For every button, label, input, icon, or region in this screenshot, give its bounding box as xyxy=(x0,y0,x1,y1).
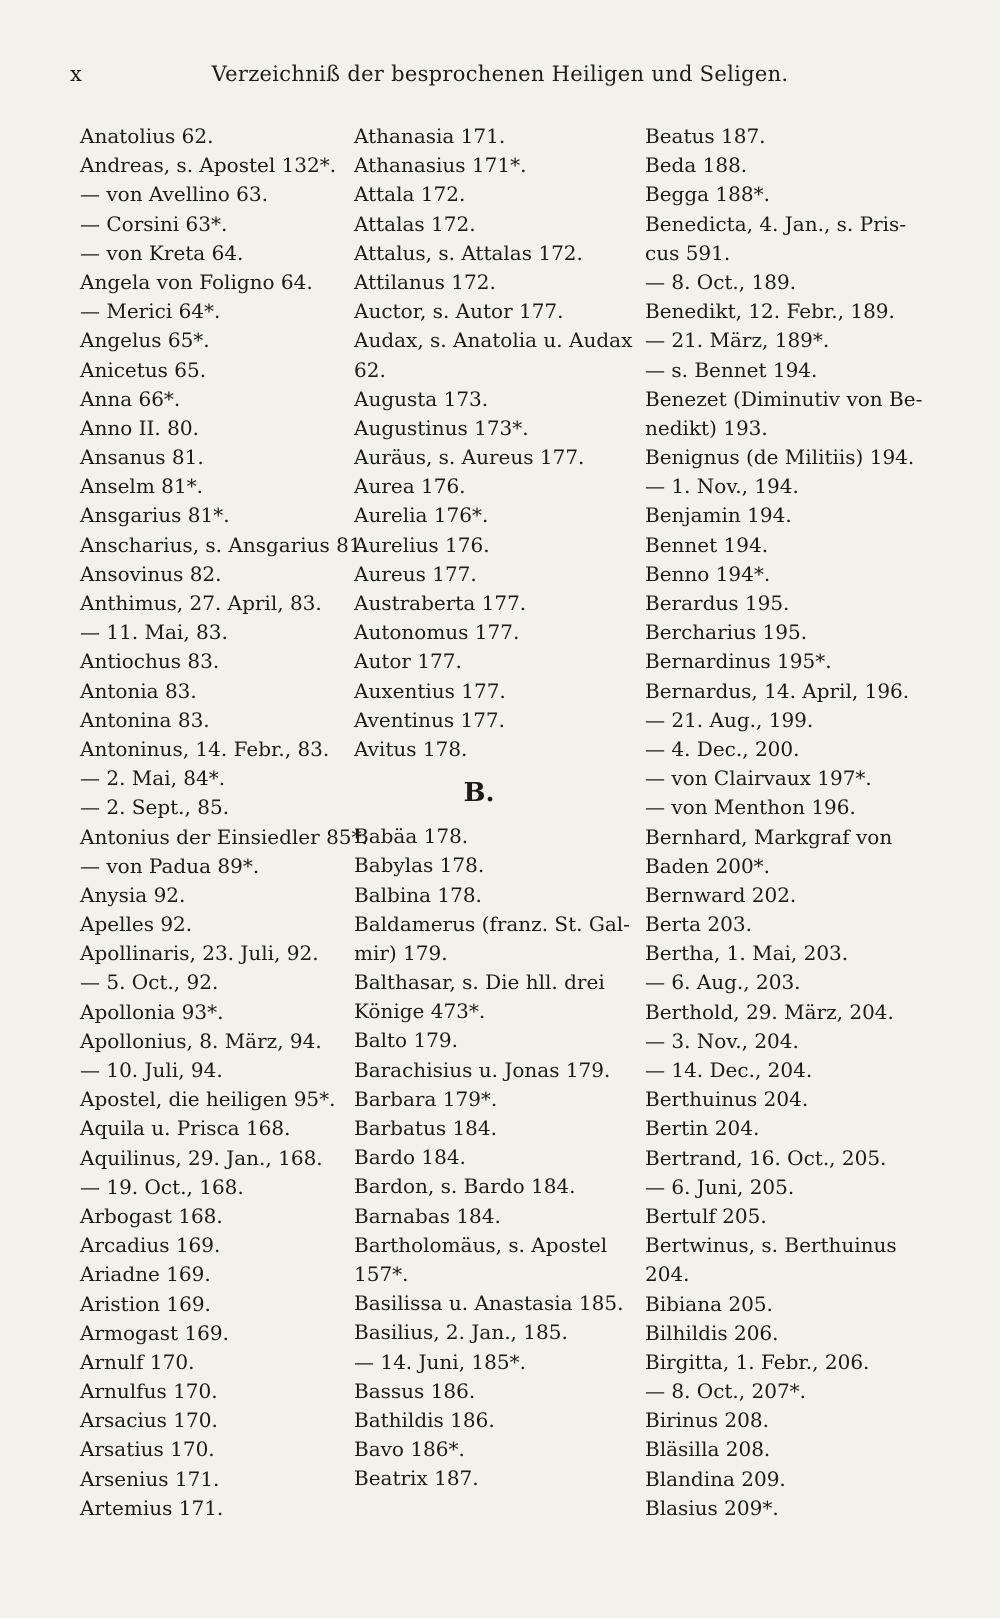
index-entry: Bathildis 186. xyxy=(354,1407,495,1432)
index-entry: Anno II. 80. xyxy=(80,415,199,440)
index-entry: Aquilinus, 29. Jan., 168. xyxy=(80,1145,323,1170)
index-entry: Arcadius 169. xyxy=(80,1233,221,1258)
index-entry: Berardus 195. xyxy=(645,591,790,615)
index-entry: Benignus (de Militiis) 194. xyxy=(645,445,915,470)
index-entry: Bavo 186*. xyxy=(354,1437,465,1462)
index-entry: Aurelia 176*. xyxy=(354,503,489,528)
index-entry: Aureus 177. xyxy=(354,561,477,586)
index-entry: Bertwinus, s. Berthuinus xyxy=(645,1233,897,1258)
index-entry: Basilissa u. Anastasia 185. xyxy=(354,1291,624,1316)
index-entry: — von Padua 89*. xyxy=(80,853,260,878)
index-entry: Arsacius 170. xyxy=(80,1408,218,1433)
index-entry: Balto 179. xyxy=(354,1028,458,1053)
index-entry: Apollonius, 8. März, 94. xyxy=(80,1028,322,1053)
index-entry: Autor 177. xyxy=(354,649,462,674)
index-entry: — 21. Aug., 199. xyxy=(645,707,814,732)
index-entry: — 4. Dec., 200. xyxy=(645,736,800,761)
index-entry: Anthimus, 27. April, 83. xyxy=(80,591,322,615)
index-entry: Begga 188*. xyxy=(645,182,770,207)
index-entry: Bartholomäus, s. Apostel xyxy=(354,1232,608,1257)
index-entry: Basilius, 2. Jan., 185. xyxy=(354,1320,568,1345)
index-entry: Arsenius 171. xyxy=(80,1466,220,1491)
index-entry: — 14. Dec., 204. xyxy=(645,1058,813,1082)
index-entry: — 6. Juni, 205. xyxy=(645,1174,795,1199)
index-entry: Austraberta 177. xyxy=(354,591,527,615)
index-entry: Anselm 81*. xyxy=(80,474,203,499)
index-entry: Arbogast 168. xyxy=(80,1203,223,1228)
index-entry: Beatrix 187. xyxy=(354,1466,479,1491)
index-entry: Aurelius 176. xyxy=(354,532,490,557)
index-entry: Barnabas 184. xyxy=(354,1203,501,1228)
index-entry: Apollinaris, 23. Juli, 92. xyxy=(80,941,319,966)
index-entry: Auctor, s. Autor 177. xyxy=(354,299,564,324)
index-entry: Angelus 65*. xyxy=(80,328,210,353)
index-entry: Babäa 178. xyxy=(354,824,469,849)
index-entry: Athanasius 171*. xyxy=(354,153,527,178)
index-entry: Ansanus 81. xyxy=(80,445,204,470)
index-entry: Anscharius, s. Ansgarius 81. xyxy=(80,532,368,557)
index-entry: — von Kreta 64. xyxy=(80,240,244,265)
index-entry: Bläsilla 208. xyxy=(645,1437,771,1462)
index-entry: Bennet 194. xyxy=(645,532,769,557)
index-entry: Berta 203. xyxy=(645,912,752,937)
index-entry: Bertha, 1. Mai, 203. xyxy=(645,941,849,966)
index-entry: Bardon, s. Bardo 184. xyxy=(354,1174,576,1199)
index-entry: Benedicta, 4. Jan., s. Pris- xyxy=(645,211,907,236)
index-entry: Bertulf 205. xyxy=(645,1203,767,1228)
index-entry: Andreas, s. Apostel 132*. xyxy=(80,153,337,178)
index-entry: Antonia 83. xyxy=(80,678,197,703)
index-entry: cus 591. xyxy=(645,240,731,265)
index-entry: — Corsini 63*. xyxy=(80,211,228,236)
index-entry: — 10. Juli, 94. xyxy=(80,1058,223,1082)
index-entry: — 2. Mai, 84*. xyxy=(80,766,226,791)
index-entry: Baden 200*. xyxy=(645,853,771,878)
index-entry: Babylas 178. xyxy=(354,853,485,878)
index-entry: Apelles 92. xyxy=(80,912,193,937)
index-entry: Anna 66*. xyxy=(80,386,181,411)
index-entry: Bardo 184. xyxy=(354,1145,466,1170)
index-column-1 xyxy=(80,122,370,1523)
index-entry: Auräus, s. Aureus 177. xyxy=(354,445,585,470)
index-entry: Berthold, 29. März, 204. xyxy=(645,999,894,1024)
index-entry: Armogast 169. xyxy=(80,1320,229,1345)
index-entry: 62. xyxy=(354,357,386,382)
index-entry: Apollonia 93*. xyxy=(80,999,224,1024)
index-entry: Antiochus 83. xyxy=(80,649,220,674)
index-entry: — 11. Mai, 83. xyxy=(80,620,228,645)
index-entry: Autonomus 177. xyxy=(354,620,520,645)
index-entry: Attala 172. xyxy=(354,182,466,207)
index-entry: Ansgarius 81*. xyxy=(80,503,230,528)
index-entry: — 3. Nov., 204. xyxy=(645,1028,799,1053)
index-entry: Beatus 187. xyxy=(645,124,766,148)
index-entry: Attilanus 172. xyxy=(354,269,496,294)
index-entry: Arnulfus 170. xyxy=(80,1379,218,1404)
index-entry: Augustinus 173*. xyxy=(354,415,529,440)
index-entry: Bernardus, 14. April, 196. xyxy=(645,678,910,703)
index-entry: Benjamin 194. xyxy=(645,503,792,528)
index-entry: Könige 473*. xyxy=(354,999,486,1024)
running-title: Verzeichniß der besprochenen Heiligen und Seligen. xyxy=(211,62,789,86)
index-entry: Aquila u. Prisca 168. xyxy=(80,1116,291,1141)
index-entry: Balbina 178. xyxy=(354,882,482,907)
index-entry: Bernward 202. xyxy=(645,882,797,907)
index-entry: Bernhard, Markgraf von xyxy=(645,824,893,849)
index-entry: — s. Bennet 194. xyxy=(645,357,818,382)
index-entry: Anatolius 62. xyxy=(80,124,214,148)
index-entry: Beda 188. xyxy=(645,153,748,178)
index-entry: Augusta 173. xyxy=(354,386,489,411)
index-entry: Birgitta, 1. Febr., 206. xyxy=(645,1349,870,1374)
index-entry: Athanasia 171. xyxy=(354,124,506,148)
index-entry: Avitus 178. xyxy=(354,736,468,761)
index-entry: — 5. Oct., 92. xyxy=(80,970,219,995)
index-entry: Bassus 186. xyxy=(354,1378,476,1403)
index-entry: Bibiana 205. xyxy=(645,1291,773,1316)
index-entry: Barachisius u. Jonas 179. xyxy=(354,1057,611,1082)
index-entry: Ansovinus 82. xyxy=(80,561,222,586)
index-entry: Benno 194*. xyxy=(645,561,771,586)
index-entry: — von Clairvaux 197*. xyxy=(645,766,872,791)
page-header xyxy=(70,62,930,92)
index-entry: Attalus, s. Attalas 172. xyxy=(354,240,583,265)
index-entry: Antonina 83. xyxy=(80,707,210,732)
index-entry: Blasius 209*. xyxy=(645,1495,779,1520)
index-entry: — 8. Oct., 189. xyxy=(645,269,797,294)
index-entry: — 6. Aug., 203. xyxy=(645,970,801,995)
index-entry: Benezet (Diminutiv von Be- xyxy=(645,386,923,411)
index-entry: Birinus 208. xyxy=(645,1408,769,1433)
index-entry: Aristion 169. xyxy=(80,1291,211,1316)
index-entry: Aurea 176. xyxy=(354,474,466,499)
index-entry: — Merici 64*. xyxy=(80,299,221,324)
page-number: x xyxy=(70,62,82,86)
index-entry: — von Menthon 196. xyxy=(645,795,856,820)
index-entry: 157*. xyxy=(354,1261,409,1286)
index-entry: nedikt) 193. xyxy=(645,415,768,440)
index-entry: Bilhildis 206. xyxy=(645,1320,779,1345)
index-entry: Bertrand, 16. Oct., 205. xyxy=(645,1145,887,1170)
index-entry: Barbatus 184. xyxy=(354,1116,497,1140)
index-entry: — von Avellino 63. xyxy=(80,182,268,207)
index-entry: Bernardinus 195*. xyxy=(645,649,832,674)
index-entry: Auxentius 177. xyxy=(354,678,506,703)
index-entry: Ariadne 169. xyxy=(80,1262,211,1287)
index-column-3 xyxy=(645,122,945,1523)
index-entry: Anysia 92. xyxy=(80,882,186,907)
index-entry: — 21. März, 189*. xyxy=(645,328,830,353)
index-entry: — 14. Juni, 185*. xyxy=(354,1349,526,1374)
index-entry: — 1. Nov., 194. xyxy=(645,474,799,499)
index-entry: Apostel, die heiligen 95*. xyxy=(80,1087,336,1112)
index-entry: — 8. Oct., 207*. xyxy=(645,1379,807,1404)
index-entry: Berthuinus 204. xyxy=(645,1087,809,1112)
index-entry: Aventinus 177. xyxy=(354,707,505,732)
index-entry: Arsatius 170. xyxy=(80,1437,215,1462)
index-entry: Arnulf 170. xyxy=(80,1349,195,1374)
index-entry: Attalas 172. xyxy=(354,211,476,236)
index-entry: 204. xyxy=(645,1262,690,1287)
index-entry: Blandina 209. xyxy=(645,1466,786,1491)
index-entry: mir) 179. xyxy=(354,940,448,965)
index-entry: Artemius 171. xyxy=(80,1495,224,1520)
index-column-2 xyxy=(354,122,644,1493)
index-entry: Audax, s. Anatolia u. Audax xyxy=(354,328,633,353)
index-entry: Balthasar, s. Die hll. drei xyxy=(354,970,605,995)
index-entry: — 2. Sept., 85. xyxy=(80,795,230,820)
index-entry: Bertin 204. xyxy=(645,1116,760,1141)
index-entry: Baldamerus (franz. St. Gal- xyxy=(354,911,630,936)
letter-heading: B. xyxy=(463,778,495,809)
index-entry: Antoninus, 14. Febr., 83. xyxy=(80,736,330,761)
index-entry: — 19. Oct., 168. xyxy=(80,1174,244,1199)
index-entry: Barbara 179*. xyxy=(354,1086,498,1111)
index-entry: Antonius der Einsiedler 85*. xyxy=(80,824,368,849)
index-entry: Anicetus 65. xyxy=(80,357,207,382)
index-entry: Bercharius 195. xyxy=(645,620,808,645)
index-entry: Benedikt, 12. Febr., 189. xyxy=(645,299,895,324)
index-entry: Angela von Foligno 64. xyxy=(80,269,313,294)
